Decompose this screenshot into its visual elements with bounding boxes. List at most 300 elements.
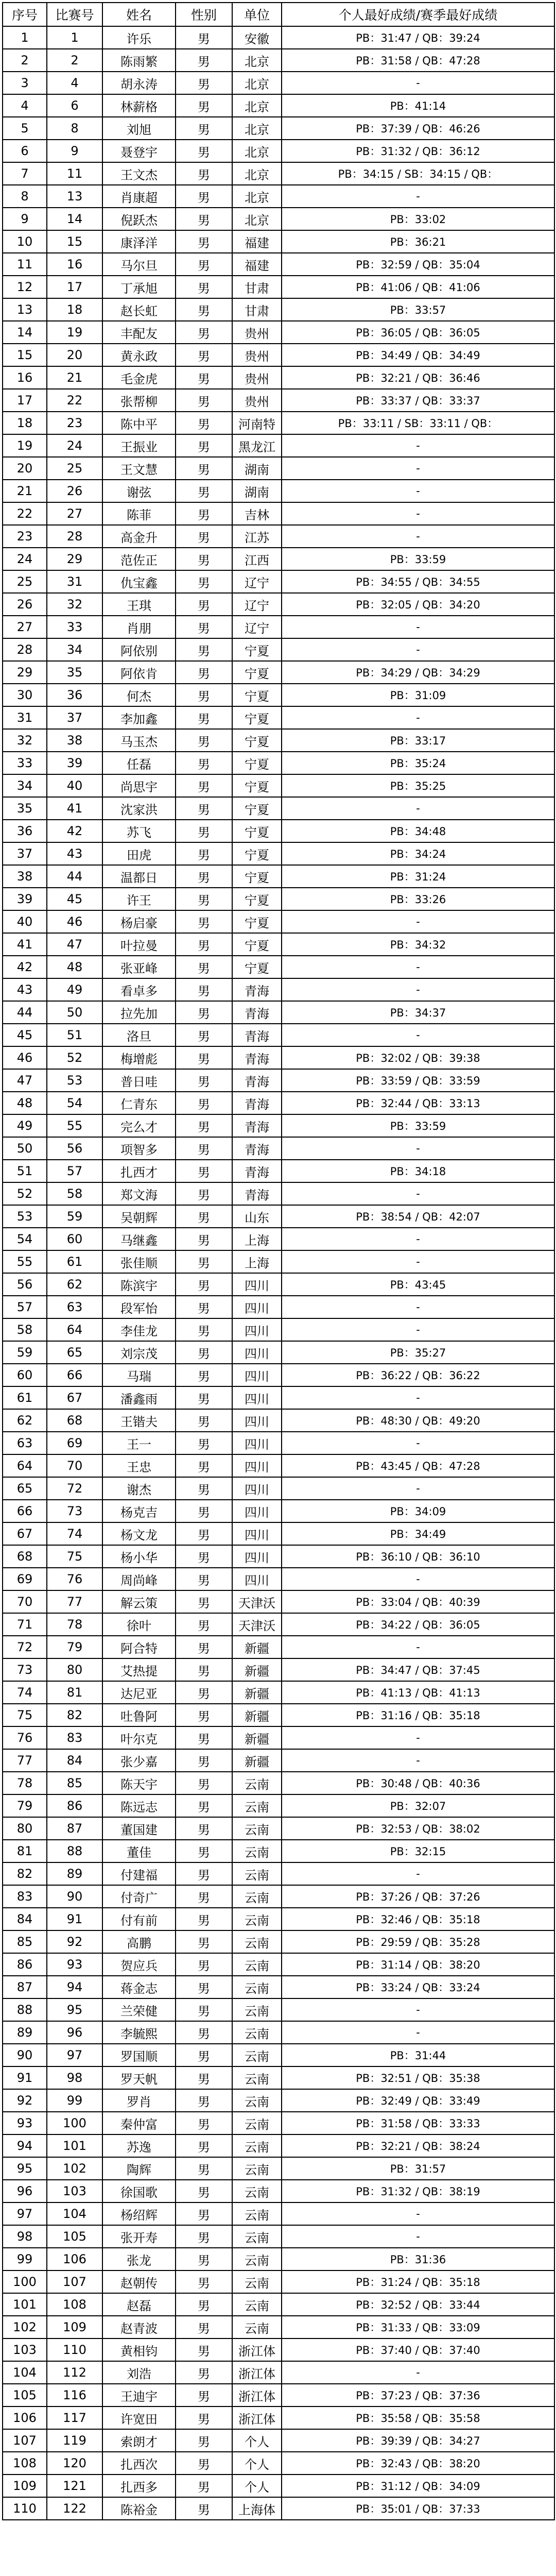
cell-unit: 江西 — [232, 548, 282, 570]
cell-unit: 四川 — [232, 1273, 282, 1296]
cell-unit: 北京 — [232, 162, 282, 185]
cell-index: 24 — [3, 548, 47, 570]
cell-gender: 男 — [176, 1160, 232, 1182]
cell-unit: 北京 — [232, 49, 282, 72]
cell-bib: 109 — [47, 2316, 102, 2338]
cell-unit: 宁夏 — [232, 797, 282, 820]
cell-bib: 19 — [47, 321, 102, 344]
cell-gender: 男 — [176, 865, 232, 888]
cell-bib: 67 — [47, 1386, 102, 1409]
cell-index: 81 — [3, 1840, 47, 1862]
cell-unit: 青海 — [232, 1001, 282, 1024]
cell-name: 李佳龙 — [102, 1318, 176, 1341]
cell-gender: 男 — [176, 185, 232, 208]
cell-best-result: PB：31:44 — [282, 2044, 554, 2066]
table-row — [3, 2202, 554, 2225]
cell-name: 黄永政 — [102, 344, 176, 366]
cell-unit: 新疆 — [232, 1726, 282, 1749]
cell-best-result: PB：37:39 / QB：46:26 — [282, 117, 554, 140]
cell-bib: 82 — [47, 1704, 102, 1726]
cell-bib: 58 — [47, 1182, 102, 1205]
cell-gender: 男 — [176, 2361, 232, 2384]
cell-unit: 贵州 — [232, 389, 282, 412]
cell-bib: 79 — [47, 1636, 102, 1658]
cell-index: 10 — [3, 230, 47, 253]
cell-best-result: - — [282, 2361, 554, 2384]
table-row — [3, 1500, 554, 1522]
cell-gender: 男 — [176, 1500, 232, 1522]
table-row — [3, 2293, 554, 2316]
cell-gender: 男 — [176, 1998, 232, 2021]
cell-gender: 男 — [176, 2089, 232, 2112]
cell-unit: 云南 — [232, 1930, 282, 1953]
cell-name: 王文杰 — [102, 162, 176, 185]
table-row — [3, 1590, 554, 1613]
cell-index: 71 — [3, 1613, 47, 1636]
athlete-table — [2, 2, 555, 2520]
cell-gender: 男 — [176, 1386, 232, 1409]
cell-index: 109 — [3, 2475, 47, 2497]
cell-name: 高金升 — [102, 525, 176, 548]
cell-index: 5 — [3, 117, 47, 140]
cell-unit: 贵州 — [232, 321, 282, 344]
cell-bib: 69 — [47, 1432, 102, 1454]
table-row — [3, 94, 554, 117]
cell-bib: 44 — [47, 865, 102, 888]
cell-unit: 吉林 — [232, 502, 282, 525]
cell-name: 肖朋 — [102, 616, 176, 638]
table-row — [3, 706, 554, 729]
cell-best-result: PB：32:15 — [282, 1840, 554, 1862]
cell-best-result: PB：31:12 / QB：34:09 — [282, 2475, 554, 2497]
cell-unit: 青海 — [232, 1182, 282, 1205]
cell-gender: 男 — [176, 525, 232, 548]
table-row — [3, 208, 554, 230]
cell-name: 张龙 — [102, 2248, 176, 2270]
cell-bib: 45 — [47, 888, 102, 910]
cell-name: 普日哇 — [102, 1069, 176, 1092]
cell-unit: 青海 — [232, 1046, 282, 1069]
cell-name: 毛金虎 — [102, 366, 176, 389]
cell-best-result: PB：33:11 / SB：33:11 / QB： — [282, 412, 554, 434]
cell-index: 62 — [3, 1409, 47, 1432]
cell-index: 49 — [3, 1114, 47, 1137]
cell-best-result: PB：34:22 / QB：36:05 — [282, 1613, 554, 1636]
cell-bib: 103 — [47, 2180, 102, 2202]
cell-gender: 男 — [176, 1772, 232, 1794]
cell-unit: 湖南 — [232, 480, 282, 502]
cell-bib: 42 — [47, 820, 102, 842]
cell-name: 付建福 — [102, 1862, 176, 1885]
cell-gender: 男 — [176, 298, 232, 321]
cell-best-result: - — [282, 434, 554, 457]
cell-best-result: PB：31:32 / QB：36:12 — [282, 140, 554, 162]
table-row — [3, 933, 554, 956]
table-row — [3, 1613, 554, 1636]
cell-gender: 男 — [176, 2293, 232, 2316]
table-row — [3, 888, 554, 910]
cell-unit: 云南 — [232, 2157, 282, 2180]
cell-gender: 男 — [176, 1953, 232, 1976]
table-row — [3, 774, 554, 797]
table-row — [3, 2089, 554, 2112]
cell-index: 108 — [3, 2452, 47, 2475]
cell-best-result: - — [282, 1250, 554, 1273]
table-row — [3, 253, 554, 276]
cell-gender: 男 — [176, 1046, 232, 1069]
cell-index: 85 — [3, 1930, 47, 1953]
cell-index: 83 — [3, 1885, 47, 1908]
cell-name: 杨绍辉 — [102, 2202, 176, 2225]
cell-gender: 男 — [176, 1545, 232, 1568]
cell-name: 张开寿 — [102, 2225, 176, 2248]
cell-index: 68 — [3, 1545, 47, 1568]
cell-best-result: PB：33:04 / QB：40:39 — [282, 1590, 554, 1613]
cell-name: 赵朝传 — [102, 2270, 176, 2293]
cell-bib: 121 — [47, 2475, 102, 2497]
table-row — [3, 298, 554, 321]
cell-best-result: - — [282, 1296, 554, 1318]
cell-bib: 55 — [47, 1114, 102, 1137]
cell-index: 53 — [3, 1205, 47, 1228]
cell-gender: 男 — [176, 2225, 232, 2248]
cell-index: 30 — [3, 684, 47, 706]
cell-index: 55 — [3, 1250, 47, 1273]
table-row — [3, 2225, 554, 2248]
cell-bib: 101 — [47, 2134, 102, 2157]
cell-gender: 男 — [176, 1364, 232, 1386]
cell-name: 杨克吉 — [102, 1500, 176, 1522]
cell-best-result: PB：32:07 — [282, 1794, 554, 1817]
cell-best-result: PB：34:09 — [282, 1500, 554, 1522]
cell-gender: 男 — [176, 321, 232, 344]
cell-gender: 男 — [176, 2134, 232, 2157]
cell-unit: 青海 — [232, 1114, 282, 1137]
cell-best-result: PB：35:27 — [282, 1341, 554, 1364]
cell-gender: 男 — [176, 774, 232, 797]
table-row — [3, 2044, 554, 2066]
cell-best-result: - — [282, 185, 554, 208]
cell-unit: 上海 — [232, 1228, 282, 1250]
cell-bib: 84 — [47, 1749, 102, 1772]
cell-gender: 男 — [176, 1024, 232, 1046]
cell-unit: 河南特 — [232, 412, 282, 434]
table-row — [3, 1681, 554, 1704]
cell-index: 57 — [3, 1296, 47, 1318]
cell-gender: 男 — [176, 2452, 232, 2475]
cell-best-result: PB：34:48 — [282, 820, 554, 842]
cell-gender: 男 — [176, 2497, 232, 2520]
cell-name: 许王 — [102, 888, 176, 910]
cell-name: 刘宗茂 — [102, 1341, 176, 1364]
cell-best-result: - — [282, 2225, 554, 2248]
cell-best-result: PB：31:58 / QB：33:33 — [282, 2112, 554, 2134]
table-row — [3, 117, 554, 140]
cell-name: 董国建 — [102, 1817, 176, 1840]
cell-unit: 福建 — [232, 230, 282, 253]
table-row — [3, 1636, 554, 1658]
cell-unit: 四川 — [232, 1318, 282, 1341]
cell-name: 张佳顺 — [102, 1250, 176, 1273]
cell-name: 聂登宇 — [102, 140, 176, 162]
cell-bib: 102 — [47, 2157, 102, 2180]
cell-name: 阿依别 — [102, 638, 176, 661]
cell-name: 马瑞 — [102, 1364, 176, 1386]
table-row — [3, 1998, 554, 2021]
cell-index: 19 — [3, 434, 47, 457]
cell-unit: 浙江体 — [232, 2406, 282, 2429]
cell-unit: 江苏 — [232, 525, 282, 548]
cell-index: 16 — [3, 366, 47, 389]
cell-bib: 104 — [47, 2202, 102, 2225]
cell-name: 温都日 — [102, 865, 176, 888]
cell-gender: 男 — [176, 1341, 232, 1364]
table-row — [3, 1794, 554, 1817]
cell-name: 陈中平 — [102, 412, 176, 434]
cell-unit: 新疆 — [232, 1749, 282, 1772]
cell-index: 40 — [3, 910, 47, 933]
cell-name: 王琪 — [102, 593, 176, 616]
cell-bib: 26 — [47, 480, 102, 502]
cell-best-result: PB：39:39 / QB：34:27 — [282, 2429, 554, 2452]
cell-index: 31 — [3, 706, 47, 729]
cell-gender: 男 — [176, 2316, 232, 2338]
cell-best-result: PB：33:37 / QB：33:37 — [282, 389, 554, 412]
header-best-result: 个人最好成绩/赛季最好成绩 — [282, 3, 554, 26]
cell-unit: 云南 — [232, 1862, 282, 1885]
table-row — [3, 1205, 554, 1228]
cell-index: 60 — [3, 1364, 47, 1386]
cell-gender: 男 — [176, 1092, 232, 1114]
cell-best-result: - — [282, 480, 554, 502]
cell-unit: 浙江体 — [232, 2384, 282, 2406]
cell-unit: 宁夏 — [232, 729, 282, 752]
cell-gender: 男 — [176, 2180, 232, 2202]
cell-gender: 男 — [176, 2202, 232, 2225]
table-row — [3, 956, 554, 978]
cell-name: 陈裕金 — [102, 2497, 176, 2520]
cell-best-result: PB：37:40 / QB：37:40 — [282, 2338, 554, 2361]
table-row — [3, 1024, 554, 1046]
cell-best-result: PB：32:02 / QB：39:38 — [282, 1046, 554, 1069]
header-row — [3, 3, 554, 26]
cell-unit: 云南 — [232, 1908, 282, 1930]
cell-best-result: PB：34:32 — [282, 933, 554, 956]
cell-best-result: PB：34:15 / SB：34:15 / QB： — [282, 162, 554, 185]
cell-unit: 云南 — [232, 1794, 282, 1817]
cell-bib: 52 — [47, 1046, 102, 1069]
table-row — [3, 752, 554, 774]
cell-name: 罗肖 — [102, 2089, 176, 2112]
cell-gender: 男 — [176, 1930, 232, 1953]
cell-index: 9 — [3, 208, 47, 230]
cell-unit: 黑龙江 — [232, 434, 282, 457]
cell-bib: 119 — [47, 2429, 102, 2452]
cell-index: 93 — [3, 2112, 47, 2134]
cell-bib: 32 — [47, 593, 102, 616]
cell-name: 杨小华 — [102, 1545, 176, 1568]
cell-bib: 90 — [47, 1885, 102, 1908]
cell-best-result: - — [282, 1432, 554, 1454]
cell-best-result: PB：33:17 — [282, 729, 554, 752]
cell-bib: 120 — [47, 2452, 102, 2475]
cell-name: 马尔旦 — [102, 253, 176, 276]
table-row — [3, 2475, 554, 2497]
table-row — [3, 2338, 554, 2361]
table-row — [3, 1250, 554, 1273]
cell-gender: 男 — [176, 1273, 232, 1296]
table-row — [3, 2157, 554, 2180]
cell-best-result: PB：32:59 / QB：35:04 — [282, 253, 554, 276]
cell-best-result: PB：35:58 / QB：35:58 — [282, 2406, 554, 2429]
cell-unit: 宁夏 — [232, 888, 282, 910]
cell-best-result: - — [282, 797, 554, 820]
cell-unit: 云南 — [232, 2202, 282, 2225]
cell-unit: 新疆 — [232, 1658, 282, 1681]
table-row — [3, 276, 554, 298]
table-row — [3, 2021, 554, 2044]
cell-bib: 64 — [47, 1318, 102, 1341]
cell-best-result: - — [282, 72, 554, 94]
cell-name: 项智多 — [102, 1137, 176, 1160]
cell-unit: 云南 — [232, 1998, 282, 2021]
cell-bib: 107 — [47, 2270, 102, 2293]
cell-gender: 男 — [176, 162, 232, 185]
cell-bib: 38 — [47, 729, 102, 752]
cell-unit: 云南 — [232, 2270, 282, 2293]
cell-best-result: - — [282, 2202, 554, 2225]
table-row — [3, 1114, 554, 1137]
table-row — [3, 2316, 554, 2338]
cell-name: 潘鑫雨 — [102, 1386, 176, 1409]
table-row — [3, 1658, 554, 1681]
cell-bib: 92 — [47, 1930, 102, 1953]
cell-unit: 云南 — [232, 2112, 282, 2134]
cell-bib: 20 — [47, 344, 102, 366]
cell-best-result: PB：31:24 — [282, 865, 554, 888]
cell-best-result: PB：32:51 / QB：35:38 — [282, 2066, 554, 2089]
cell-name: 阿合特 — [102, 1636, 176, 1658]
cell-best-result: - — [282, 457, 554, 480]
cell-unit: 云南 — [232, 2134, 282, 2157]
cell-index: 70 — [3, 1590, 47, 1613]
cell-name: 肖康超 — [102, 185, 176, 208]
cell-name: 赵长虹 — [102, 298, 176, 321]
cell-unit: 北京 — [232, 208, 282, 230]
cell-best-result: PB：31:57 — [282, 2157, 554, 2180]
cell-unit: 四川 — [232, 1386, 282, 1409]
table-row — [3, 2112, 554, 2134]
cell-bib: 117 — [47, 2406, 102, 2429]
cell-name: 张亚峰 — [102, 956, 176, 978]
cell-bib: 63 — [47, 1296, 102, 1318]
cell-gender: 男 — [176, 230, 232, 253]
cell-unit: 甘肃 — [232, 298, 282, 321]
cell-gender: 男 — [176, 797, 232, 820]
cell-gender: 男 — [176, 1477, 232, 1500]
cell-gender: 男 — [176, 1205, 232, 1228]
cell-unit: 四川 — [232, 1409, 282, 1432]
cell-bib: 105 — [47, 2225, 102, 2248]
cell-best-result: PB：36:21 — [282, 230, 554, 253]
cell-name: 高鹏 — [102, 1930, 176, 1953]
cell-bib: 24 — [47, 434, 102, 457]
table-body — [3, 26, 554, 2520]
cell-unit: 新疆 — [232, 1704, 282, 1726]
table-row — [3, 525, 554, 548]
cell-index: 48 — [3, 1092, 47, 1114]
cell-name: 田虎 — [102, 842, 176, 865]
cell-best-result: - — [282, 1477, 554, 1500]
table-row — [3, 1432, 554, 1454]
table-row — [3, 1726, 554, 1749]
cell-bib: 94 — [47, 1976, 102, 1998]
cell-bib: 39 — [47, 752, 102, 774]
table-row — [3, 366, 554, 389]
cell-bib: 68 — [47, 1409, 102, 1432]
cell-index: 1 — [3, 26, 47, 49]
cell-best-result: - — [282, 525, 554, 548]
cell-unit: 宁夏 — [232, 638, 282, 661]
cell-gender: 男 — [176, 1409, 232, 1432]
cell-bib: 85 — [47, 1772, 102, 1794]
cell-gender: 男 — [176, 1976, 232, 1998]
cell-name: 解云策 — [102, 1590, 176, 1613]
cell-unit: 宁夏 — [232, 706, 282, 729]
cell-index: 107 — [3, 2429, 47, 2452]
cell-name: 董佳 — [102, 1840, 176, 1862]
cell-name: 范佐正 — [102, 548, 176, 570]
table-row — [3, 1001, 554, 1024]
cell-gender: 男 — [176, 26, 232, 49]
cell-name: 扎西次 — [102, 2452, 176, 2475]
cell-best-result: PB：30:48 / QB：40:36 — [282, 1772, 554, 1794]
cell-bib: 40 — [47, 774, 102, 797]
cell-best-result: - — [282, 616, 554, 638]
cell-best-result: PB：41:06 / QB：41:06 — [282, 276, 554, 298]
cell-unit: 山东 — [232, 1205, 282, 1228]
cell-unit: 北京 — [232, 117, 282, 140]
table-row — [3, 2361, 554, 2384]
cell-gender: 男 — [176, 638, 232, 661]
cell-index: 11 — [3, 253, 47, 276]
cell-gender: 男 — [176, 1613, 232, 1636]
cell-bib: 22 — [47, 389, 102, 412]
cell-index: 64 — [3, 1454, 47, 1477]
cell-gender: 男 — [176, 276, 232, 298]
cell-bib: 95 — [47, 1998, 102, 2021]
cell-best-result: - — [282, 638, 554, 661]
table-row — [3, 1840, 554, 1862]
cell-best-result: PB：32:44 / QB：33:13 — [282, 1092, 554, 1114]
cell-name: 何杰 — [102, 684, 176, 706]
cell-bib: 80 — [47, 1658, 102, 1681]
cell-best-result: - — [282, 956, 554, 978]
cell-gender: 男 — [176, 140, 232, 162]
cell-best-result: - — [282, 1749, 554, 1772]
cell-name: 杨文龙 — [102, 1522, 176, 1545]
cell-gender: 男 — [176, 2406, 232, 2429]
cell-unit: 辽宁 — [232, 616, 282, 638]
table-row — [3, 1953, 554, 1976]
cell-gender: 男 — [176, 1296, 232, 1318]
cell-bib: 53 — [47, 1069, 102, 1092]
table-row — [3, 1046, 554, 1069]
cell-gender: 男 — [176, 2384, 232, 2406]
cell-unit: 辽宁 — [232, 570, 282, 593]
cell-gender: 男 — [176, 1658, 232, 1681]
cell-gender: 男 — [176, 570, 232, 593]
